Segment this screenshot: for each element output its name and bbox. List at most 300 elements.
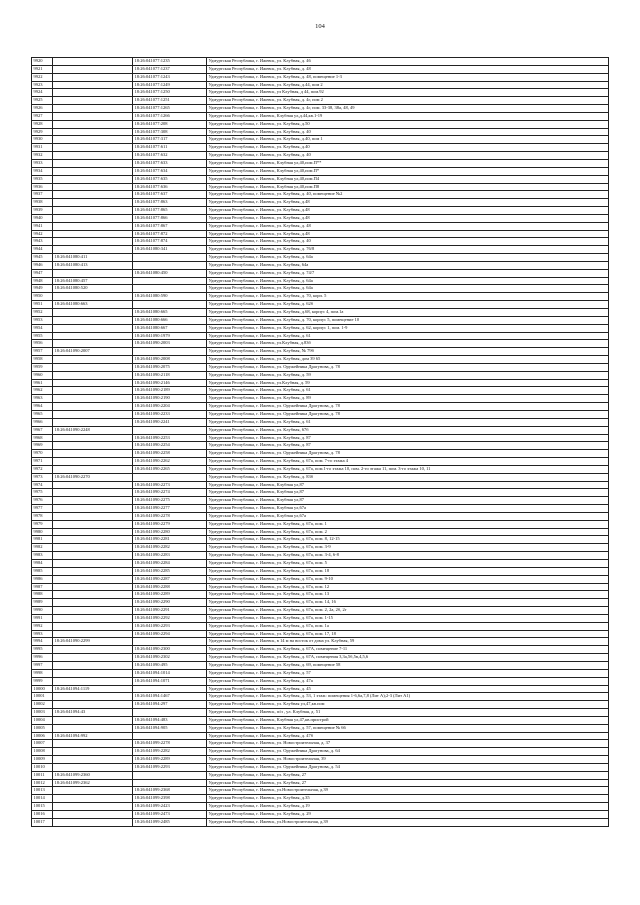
address-cell: Удмуртская Республика, г. Ижевск, ул. Новостроительная, д. 37	[207, 740, 609, 748]
premises-cadastral-cell: 18:26:041090:2300	[133, 646, 207, 654]
premises-cadastral-cell: 18:26:041099:2282	[133, 748, 207, 756]
table-row	[32, 607, 609, 615]
premises-cadastral-cell	[133, 254, 207, 262]
table-row	[32, 112, 609, 120]
row-number-cell: 9977	[32, 505, 53, 513]
object-cadastral-cell	[53, 583, 133, 591]
premises-cadastral-cell: 18:26:041077:874	[133, 238, 207, 246]
table-row	[32, 575, 609, 583]
table-row	[32, 528, 609, 536]
premises-cadastral-cell: 18:26:041099:2485	[133, 818, 207, 826]
object-cadastral-cell	[53, 340, 133, 348]
object-cadastral-cell	[53, 724, 133, 732]
row-number-cell: 9972	[32, 465, 53, 473]
table-row	[32, 403, 609, 411]
premises-cadastral-cell: 18:26:041077:866	[133, 214, 207, 222]
premises-cadastral-cell: 18:26:041090:2289	[133, 591, 207, 599]
premises-cadastral-cell: 18:26:041077:637	[133, 191, 207, 199]
object-cadastral-cell	[53, 740, 133, 748]
premises-cadastral-cell: 18:26:041099:2398	[133, 795, 207, 803]
address-cell: Удмуртская Республика, г. Ижевск, ул. Клубная, д. 57	[207, 669, 609, 677]
premises-cadastral-cell: 18:26:041077:611	[133, 144, 207, 152]
table-row	[32, 669, 609, 677]
premises-cadastral-cell: 18:26:041080:341	[133, 246, 207, 254]
object-cadastral-cell	[53, 207, 133, 215]
address-cell: Удмуртская Республика, г. Ижевск, ул. Клубная, д. 40, помещение №2	[207, 191, 609, 199]
table-row	[32, 473, 609, 481]
object-cadastral-cell	[53, 607, 133, 615]
row-number-cell: 9966	[32, 418, 53, 426]
table-row	[32, 497, 609, 505]
object-cadastral-cell	[53, 512, 133, 520]
address-cell: Удмуртская Республика, г. Ижевск, ул. Клубная, д. 29	[207, 811, 609, 819]
premises-cadastral-cell: 18:26:041080:667	[133, 324, 207, 332]
object-cadastral-cell	[53, 214, 133, 222]
row-number-cell: 10012	[32, 779, 53, 787]
row-number-cell: 9981	[32, 536, 53, 544]
object-cadastral-cell	[53, 371, 133, 379]
row-number-cell: 9923	[32, 81, 53, 89]
address-cell: Удмуртская Республика, г. Ижевск, ул.Клубная, д. 59	[207, 379, 609, 387]
object-cadastral-cell	[53, 811, 133, 819]
address-cell: Удмуртская Республика, г. Ижевск, ул. Клубная ул,47,кв.пом	[207, 701, 609, 709]
premises-cadastral-cell: 18:26:041077:1249	[133, 81, 207, 89]
row-number-cell: 9941	[32, 222, 53, 230]
address-cell: Удмуртская Республика, г. Ижевск, ул. Клубная, д. 47б	[207, 732, 609, 740]
table-row	[32, 363, 609, 371]
row-number-cell: 9940	[32, 214, 53, 222]
premises-cadastral-cell: 18:26:041090:2284	[133, 560, 207, 568]
table-row	[32, 356, 609, 364]
premises-cadastral-cell: 18:26:041090:2253	[133, 434, 207, 442]
row-number-cell: 9948	[32, 277, 53, 285]
table-row	[32, 740, 609, 748]
table-row	[32, 136, 609, 144]
premises-cadastral-cell	[133, 261, 207, 269]
row-number-cell: 9998	[32, 669, 53, 677]
row-number-cell: 9936	[32, 183, 53, 191]
table-row	[32, 771, 609, 779]
table-row	[32, 120, 609, 128]
address-cell: Удмуртская Республика, г. Ижевск, ул. Клубная, д. 67а, пом. 13	[207, 591, 609, 599]
address-cell: Удмуртская Республика, г. Ижевск, ул. Клубная, д. 67а, пом. 2	[207, 528, 609, 536]
premises-cadastral-cell: 18:26:041077:872	[133, 230, 207, 238]
object-cadastral-cell	[53, 112, 133, 120]
premises-cadastral-cell: 18:26:041077:1265	[133, 105, 207, 113]
address-cell: Удмуртская Республика, г. Ижевск, ул. Клубная, д. 40	[207, 128, 609, 136]
premises-cadastral-cell: 18:26:041090:2146	[133, 379, 207, 387]
object-cadastral-cell: 18:26:041080:663	[53, 301, 133, 309]
table-row	[32, 450, 609, 458]
address-cell: Удмуртская Республика, г. Ижевск, ул. Клубная, д. 62б	[207, 301, 609, 309]
table-row	[32, 638, 609, 646]
premises-cadastral-cell	[133, 426, 207, 434]
object-cadastral-cell	[53, 222, 133, 230]
table-row	[32, 254, 609, 262]
row-number-cell: 9954	[32, 324, 53, 332]
row-number-cell: 9999	[32, 677, 53, 685]
row-number-cell: 9949	[32, 285, 53, 293]
address-cell: Удмуртская Республика, г. Ижевск, ул. Клубная, д. 61	[207, 332, 609, 340]
row-number-cell: 9969	[32, 442, 53, 450]
table-row	[32, 309, 609, 317]
object-cadastral-cell: 18:26:041080:411	[53, 254, 133, 262]
address-cell: Удмуртская Республика, г. Ижевск, ул.Новостроительная, д.39	[207, 818, 609, 826]
table-row	[32, 97, 609, 105]
address-cell: Удмуртская Республика, г. Ижевск, ул. Клубная, д. 67а, пом. 14, 16	[207, 599, 609, 607]
premises-cadastral-cell	[133, 685, 207, 693]
address-cell: Удмуртская Республика, г. Ижевск, ул. Клубная, д. 76/8	[207, 246, 609, 254]
row-number-cell: 9995	[32, 646, 53, 654]
row-number-cell: 9926	[32, 105, 53, 113]
table-row	[32, 175, 609, 183]
object-cadastral-cell	[53, 458, 133, 466]
object-cadastral-cell	[53, 418, 133, 426]
premises-cadastral-cell: 18:26:041077:1243	[133, 73, 207, 81]
object-cadastral-cell: 18:26:041090:2270	[53, 473, 133, 481]
address-cell: Удмуртская Республика, г. Ижевск, ул. Новостроительная, 39	[207, 756, 609, 764]
row-number-cell: 9934	[32, 167, 53, 175]
premises-cadastral-cell: 18:26:041090:2302	[133, 654, 207, 662]
address-cell: Удмуртская Республика, г. Ижевск, ул. Клубная, д. 48	[207, 222, 609, 230]
table-row	[32, 128, 609, 136]
row-number-cell: 9993	[32, 630, 53, 638]
row-number-cell: 9927	[32, 112, 53, 120]
row-number-cell: 9942	[32, 230, 53, 238]
row-number-cell: 9984	[32, 560, 53, 568]
premises-cadastral-cell: 18:26:041090:2290	[133, 599, 207, 607]
table-row	[32, 614, 609, 622]
object-cadastral-cell	[53, 159, 133, 167]
table-row	[32, 512, 609, 520]
address-cell: Удмуртская Республика, г. Ижевск, ул. Клубная, д. 64а	[207, 277, 609, 285]
object-cadastral-cell	[53, 105, 133, 113]
address-cell: Удмуртская Республика, г. Ижевск, Клубная ул,40,пом.П4	[207, 175, 609, 183]
object-cadastral-cell	[53, 661, 133, 669]
table-row	[32, 183, 609, 191]
row-number-cell: 10003	[32, 709, 53, 717]
row-number-cell: 9986	[32, 575, 53, 583]
address-cell: Удмуртская Республика, г. Ижевск, ул. Клубная, д.40	[207, 144, 609, 152]
row-number-cell: 9922	[32, 73, 53, 81]
address-cell: Удмуртская Республика, г. Ижевск, ул. Клубная, д. 67а, пом. 2, 2а, 2б, 2г	[207, 607, 609, 615]
table-row	[32, 434, 609, 442]
row-number-cell: 9958	[32, 356, 53, 364]
table-row	[32, 89, 609, 97]
object-cadastral-cell	[53, 575, 133, 583]
row-number-cell: 10004	[32, 716, 53, 724]
premises-cadastral-cell: 18:26:041077:863	[133, 199, 207, 207]
premises-cadastral-cell: 18:26:041099:2368	[133, 787, 207, 795]
address-cell: Удмуртская Республика, г. Ижевск, ул. Клубная, д. 64а	[207, 285, 609, 293]
object-cadastral-cell	[53, 442, 133, 450]
table-row	[32, 811, 609, 819]
premises-cadastral-cell: 18:26:041077:308	[133, 128, 207, 136]
object-cadastral-cell	[53, 191, 133, 199]
table-row	[32, 293, 609, 301]
row-number-cell: 9961	[32, 379, 53, 387]
address-cell: Удмуртская Республика, г. Ижевск, ул. Клубная, 64а	[207, 261, 609, 269]
premises-cadastral-cell: 18:26:041090:2291	[133, 607, 207, 615]
object-cadastral-cell	[53, 701, 133, 709]
table-row	[32, 348, 609, 356]
row-number-cell: 9994	[32, 638, 53, 646]
address-cell: Удмуртская Республика, г. Ижевск, ул. Клубная, д. 69, помещение 58	[207, 661, 609, 669]
premises-cadastral-cell: 18:26:041077:1235	[133, 58, 207, 66]
premises-cadastral-cell: 18:26:041090:2265	[133, 465, 207, 473]
table-row	[32, 230, 609, 238]
address-cell: Удмуртская Республика, г. Ижевск, Клубная ул,67а	[207, 505, 609, 513]
premises-cadastral-cell: 18:26:041090:2254	[133, 442, 207, 450]
premises-cadastral-cell: 18:26:041077:633	[133, 159, 207, 167]
premises-cadastral-cell: 18:26:041080:665	[133, 309, 207, 317]
row-number-cell: 10005	[32, 724, 53, 732]
premises-cadastral-cell: 18:26:041090:2293	[133, 622, 207, 630]
table-row	[32, 152, 609, 160]
table-row	[32, 661, 609, 669]
premises-cadastral-cell: 18:26:041077:865	[133, 207, 207, 215]
premises-cadastral-cell: 18:26:041090:2281	[133, 536, 207, 544]
address-cell: Удмуртская Республика, г. Ижевск, ул. Клубная, д. 67А, помещение 7-11	[207, 646, 609, 654]
table-row	[32, 238, 609, 246]
object-cadastral-cell	[53, 599, 133, 607]
table-row	[32, 340, 609, 348]
table-row	[32, 795, 609, 803]
table-row	[32, 418, 609, 426]
row-number-cell: 9921	[32, 65, 53, 73]
table-row	[32, 144, 609, 152]
object-cadastral-cell	[53, 614, 133, 622]
table-row	[32, 591, 609, 599]
premises-cadastral-cell: 18:26:041090:2282	[133, 544, 207, 552]
table-row	[32, 277, 609, 285]
row-number-cell: 9980	[32, 528, 53, 536]
row-number-cell: 9951	[32, 301, 53, 309]
address-cell: Удмуртская Республика, г. Ижевск, ул. Клубная, д. 67а, пом. 18	[207, 567, 609, 575]
address-cell: Удмуртская Республика, г. Ижевск, ул. Оружейника Драгунова, д. 54	[207, 763, 609, 771]
row-number-cell: 9996	[32, 654, 53, 662]
premises-cadastral-cell	[133, 709, 207, 717]
address-cell: Удмуртская Республика, г. Ижевск, ул.Новостроительная, д.39	[207, 787, 609, 795]
table-row	[32, 505, 609, 513]
object-cadastral-cell: 18:26:041094:43	[53, 709, 133, 717]
premises-cadastral-cell: 18:26:041077:1250	[133, 89, 207, 97]
object-cadastral-cell	[53, 238, 133, 246]
table-row	[32, 465, 609, 473]
table-row	[32, 724, 609, 732]
row-number-cell: 10007	[32, 740, 53, 748]
address-cell: Удмуртская Республика, г. Ижевск, ул. Клубная, д.68, корпус 4, пом.1а	[207, 309, 609, 317]
premises-cadastral-cell: 18:26:041077:1266	[133, 112, 207, 120]
address-cell: Удмуртская Республика, г. Ижевск, ул. Клубная, д. 61	[207, 418, 609, 426]
premises-cadastral-cell: 18:26:041090:2190	[133, 395, 207, 403]
row-number-cell: 10010	[32, 763, 53, 771]
premises-cadastral-cell: 18:26:041094:1467	[133, 693, 207, 701]
row-number-cell: 9979	[32, 520, 53, 528]
premises-cadastral-cell: 18:26:041077:1251	[133, 97, 207, 105]
premises-cadastral-cell: 18:26:041090:2241	[133, 418, 207, 426]
row-number-cell: 9970	[32, 450, 53, 458]
object-cadastral-cell	[53, 748, 133, 756]
table-row	[32, 677, 609, 685]
premises-cadastral-cell: 18:26:041077:1237	[133, 65, 207, 73]
row-number-cell: 9992	[32, 622, 53, 630]
object-cadastral-cell	[53, 167, 133, 175]
premises-cadastral-cell: 18:26:041090:2283	[133, 552, 207, 560]
address-cell: Удмуртская Республика, г. Ижевск, ул. Клубная, д. 74/7	[207, 269, 609, 277]
premises-cadastral-cell: 18:26:041090:2288	[133, 583, 207, 591]
row-number-cell: 9964	[32, 403, 53, 411]
row-number-cell: 9983	[32, 552, 53, 560]
row-number-cell: 9929	[32, 128, 53, 136]
row-number-cell: 10008	[32, 748, 53, 756]
table-row	[32, 81, 609, 89]
premises-cadastral-cell: 18:26:041077:208	[133, 120, 207, 128]
premises-cadastral-cell: 18:26:041090:2285	[133, 567, 207, 575]
table-row	[32, 65, 609, 73]
table-row	[32, 222, 609, 230]
object-cadastral-cell: 18:26:041099:2360	[53, 771, 133, 779]
premises-cadastral-cell: 18:26:041090:1979	[133, 332, 207, 340]
address-cell: Удмуртская Республика, г. Ижевск, ул. Клубная, д. 53, 1 этаж: помещения 1-6,6а,7,8 (Лит А);2-3 (Лит А1)	[207, 693, 609, 701]
object-cadastral-cell: 18:26:041094:992	[53, 732, 133, 740]
address-cell: Удмуртская Республика, г. Ижевск, ул. Клубная, д. 4г, пом. 33-38, 38а, 48, 49	[207, 105, 609, 113]
premises-cadastral-cell: 18:26:041090:2287	[133, 575, 207, 583]
row-number-cell: 9955	[32, 332, 53, 340]
table-row	[32, 410, 609, 418]
row-number-cell: 9991	[32, 614, 53, 622]
object-cadastral-cell	[53, 379, 133, 387]
object-cadastral-cell	[53, 677, 133, 685]
table-row	[32, 489, 609, 497]
object-cadastral-cell	[53, 144, 133, 152]
table-row	[32, 622, 609, 630]
object-cadastral-cell	[53, 58, 133, 66]
object-cadastral-cell	[53, 97, 133, 105]
object-cadastral-cell	[53, 183, 133, 191]
row-number-cell: 9990	[32, 607, 53, 615]
object-cadastral-cell	[53, 536, 133, 544]
address-cell: Удмуртская Республика, г. Ижевск, ул. Клубная, д.48	[207, 214, 609, 222]
object-cadastral-cell	[53, 324, 133, 332]
registry-table-body	[32, 58, 609, 827]
premises-cadastral-cell: 18:26:041090:2292	[133, 614, 207, 622]
address-cell: Удмуртская Республика, г. Ижевск, ул. Клубная, д. 70, корп. 5	[207, 293, 609, 301]
object-cadastral-cell	[53, 489, 133, 497]
premises-cadastral-cell: 18:26:041080:666	[133, 316, 207, 324]
table-row	[32, 756, 609, 764]
table-row	[32, 732, 609, 740]
address-cell: Удмуртская Республика, г. Ижевск, Клубная ул,87	[207, 481, 609, 489]
address-cell: Удмуртская Республика, г. Ижевск, ул. Клубная, д. 62, корпус 1, пом. 1-9	[207, 324, 609, 332]
object-cadastral-cell	[53, 120, 133, 128]
address-cell: Удмуртская Республика, г. Ижевск, Клубная ул,40,пом.П**	[207, 159, 609, 167]
table-row	[32, 818, 609, 826]
premises-cadastral-cell: 18:26:041090:2278	[133, 512, 207, 520]
table-row	[32, 544, 609, 552]
premises-cadastral-cell: 18:26:041077:635	[133, 175, 207, 183]
premises-cadastral-cell: 18:26:041090:2008	[133, 356, 207, 364]
address-cell: Удмуртская Республика, г. Ижевск, Клубная ул,40,пом.П*	[207, 167, 609, 175]
address-cell: Удмуртская Республика, г. Ижевск, ул. Клубная, д.40, пом 1	[207, 136, 609, 144]
address-cell: Удмуртская Республика, г. Ижевск, ул. Оружейника Драгунова, д. 78	[207, 403, 609, 411]
object-cadastral-cell	[53, 434, 133, 442]
premises-cadastral-cell: 18:26:041080:590	[133, 293, 207, 301]
address-cell: Удмуртская Республика, г. Ижевск, ул. Клубная, д. 67а, пом. 1-15	[207, 614, 609, 622]
table-row	[32, 324, 609, 332]
table-row	[32, 779, 609, 787]
row-number-cell: 9957	[32, 348, 53, 356]
row-number-cell: 9976	[32, 497, 53, 505]
object-cadastral-cell	[53, 269, 133, 277]
object-cadastral-cell	[53, 65, 133, 73]
row-number-cell: 9987	[32, 583, 53, 591]
object-cadastral-cell	[53, 756, 133, 764]
premises-cadastral-cell: 18:26:041099:2278	[133, 740, 207, 748]
table-row	[32, 520, 609, 528]
table-row	[32, 395, 609, 403]
table-row	[32, 261, 609, 269]
premises-cadastral-cell: 18:26:041090:2003	[133, 340, 207, 348]
row-number-cell: 9947	[32, 269, 53, 277]
table-row	[32, 371, 609, 379]
object-cadastral-cell	[53, 567, 133, 575]
object-cadastral-cell	[53, 544, 133, 552]
object-cadastral-cell	[53, 591, 133, 599]
object-cadastral-cell	[53, 175, 133, 183]
row-number-cell: 9938	[32, 199, 53, 207]
address-cell: Удмуртская Республика, г. Ижевск, ул. Клубная, д.44, пом 2	[207, 81, 609, 89]
address-cell: Удмуртская Республика, г. Ижевск, ул. Клубная, д. 67а, пом. 5	[207, 560, 609, 568]
row-number-cell: 9924	[32, 89, 53, 97]
object-cadastral-cell	[53, 803, 133, 811]
object-cadastral-cell: 18:26:041090:2007	[53, 348, 133, 356]
row-number-cell: 9959	[32, 363, 53, 371]
premises-cadastral-cell	[133, 301, 207, 309]
object-cadastral-cell	[53, 630, 133, 638]
object-cadastral-cell	[53, 497, 133, 505]
table-row	[32, 567, 609, 575]
object-cadastral-cell	[53, 363, 133, 371]
object-cadastral-cell	[53, 73, 133, 81]
row-number-cell: 9975	[32, 489, 53, 497]
object-cadastral-cell	[53, 505, 133, 513]
premises-cadastral-cell	[133, 638, 207, 646]
table-row	[32, 583, 609, 591]
row-number-cell: 9945	[32, 254, 53, 262]
premises-cadastral-cell	[133, 732, 207, 740]
row-number-cell: 10000	[32, 685, 53, 693]
table-row	[32, 191, 609, 199]
object-cadastral-cell	[53, 560, 133, 568]
address-cell: Удмуртская Республика, г. Ижевск, ул. Клубная, д. 67а, пом. 9-10	[207, 575, 609, 583]
address-cell: Удмуртская Республика, г. Ижевск, Клубная ул,67а	[207, 512, 609, 520]
object-cadastral-cell	[53, 246, 133, 254]
object-cadastral-cell: 18:26:041090:2248	[53, 426, 133, 434]
address-cell: Удмуртская Республика, г. Ижевск, ул. Клубная, д. 67а, пом. 8, 12-15	[207, 536, 609, 544]
object-cadastral-cell	[53, 309, 133, 317]
premises-cadastral-cell: 18:26:041090:2262	[133, 458, 207, 466]
table-row	[32, 58, 609, 66]
table-row	[32, 199, 609, 207]
table-row	[32, 803, 609, 811]
address-cell: Удмуртская Республика, г. Ижевск, Клубная ул,87	[207, 489, 609, 497]
address-cell: Удмуртская Республика, г. Ижевск, ул. Клубная, д. 67а, пом.1-го этажа 10, пом. 2-го этажа 11, пом. 3-го этажа 10, 11	[207, 465, 609, 473]
address-cell: Удмуртская Республика, г. Ижевск, ул. Клубная, д. 40	[207, 238, 609, 246]
address-cell: Удмуртская Республика, г. Ижевск, ул. Клубная, д. 87	[207, 442, 609, 450]
premises-cadastral-cell: 18:26:041094:1071	[133, 677, 207, 685]
premises-cadastral-cell: 18:26:041094:297	[133, 701, 207, 709]
